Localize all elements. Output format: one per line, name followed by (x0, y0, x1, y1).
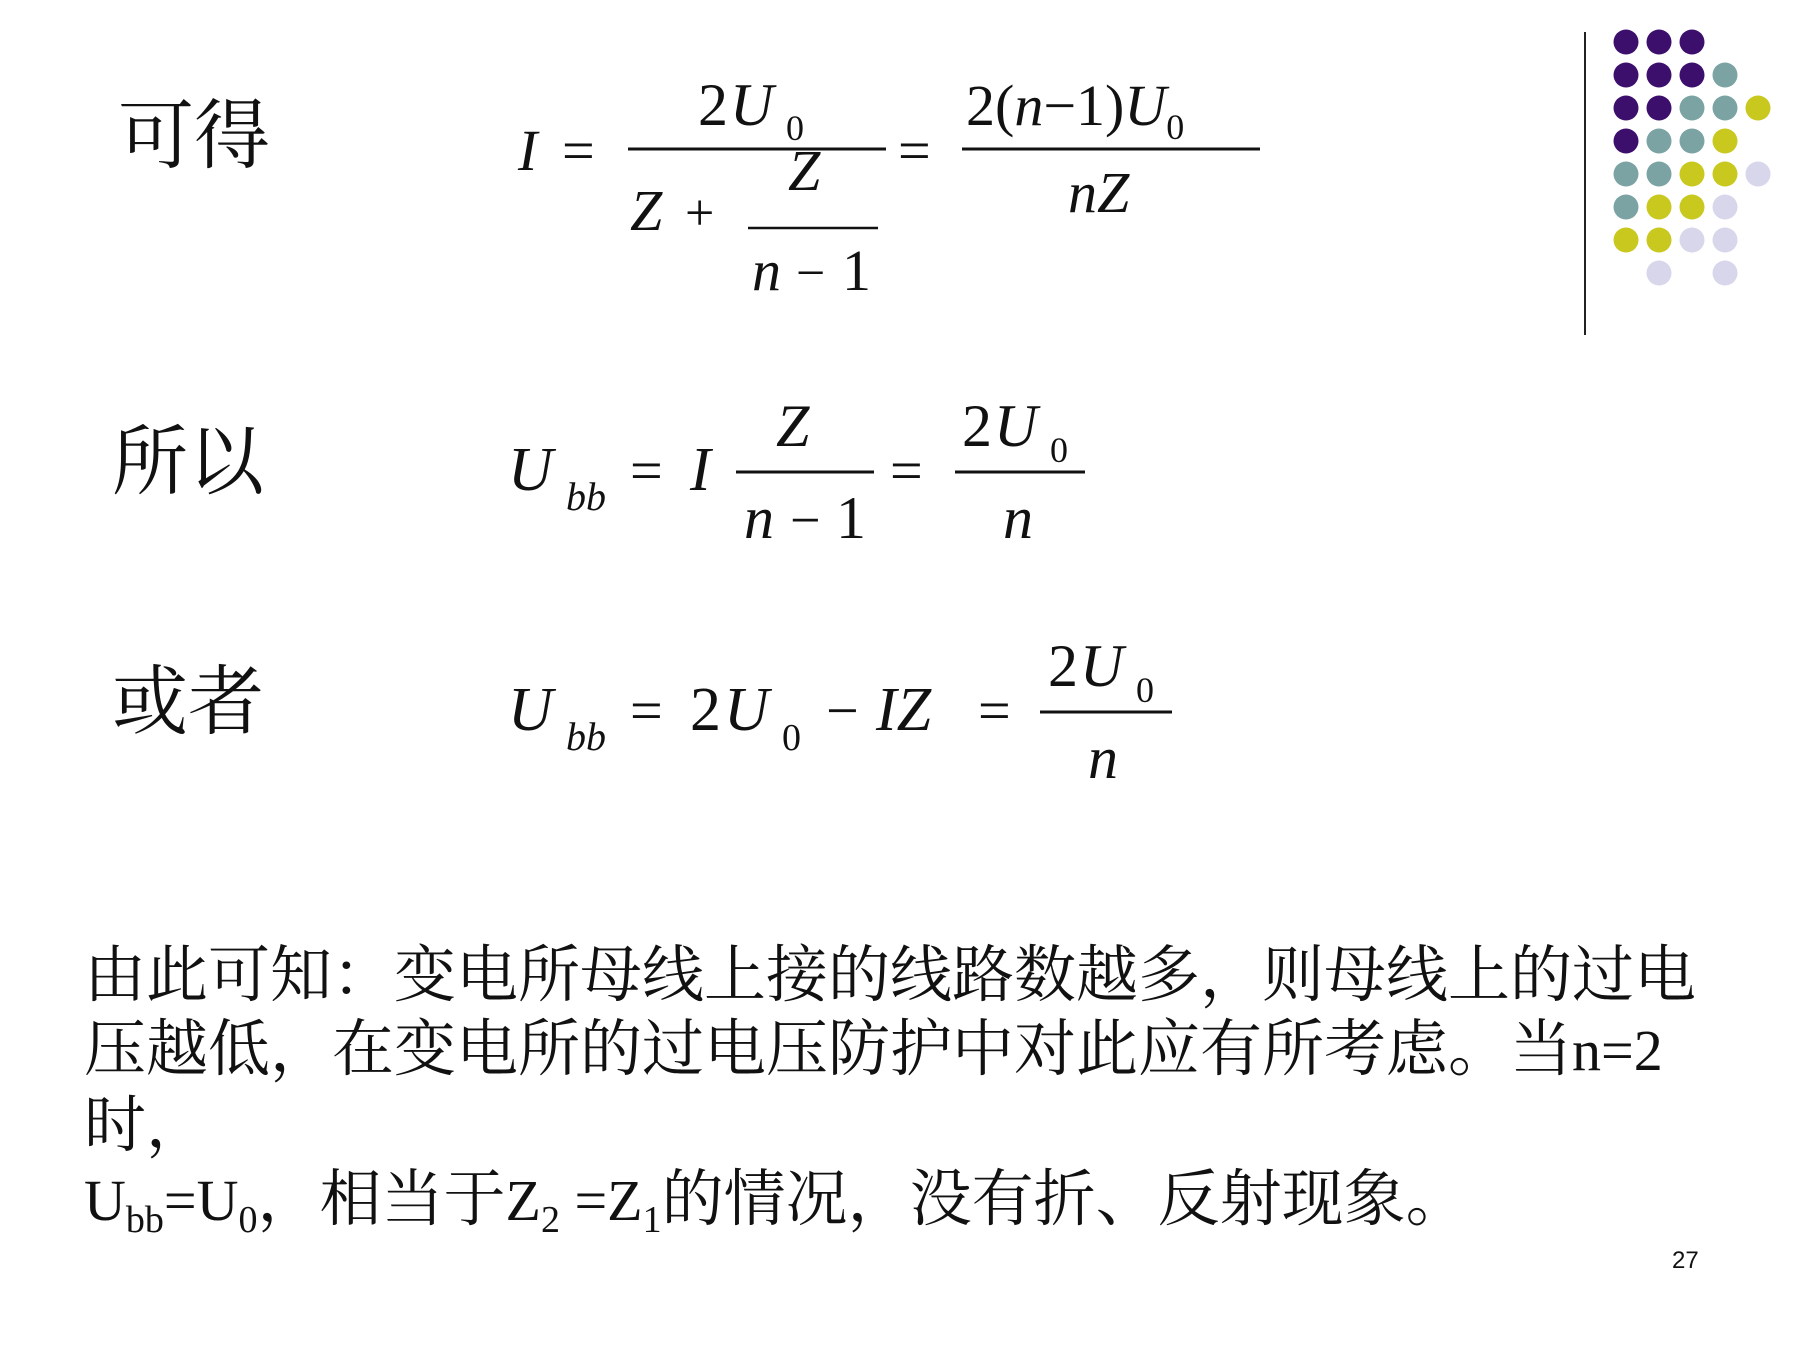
decorative-dot (1713, 63, 1738, 88)
conclusion-U: U (84, 1168, 126, 1233)
decorative-dot (1713, 195, 1738, 220)
conclusion-line-3-mid: ，相当于 (257, 1162, 506, 1235)
equation-3 (500, 620, 1200, 820)
eq3-sub0: 0 (782, 717, 801, 759)
eq2-num-2: 2 (962, 393, 992, 459)
eq2-equals-1: = (630, 438, 663, 503)
decorative-dot (1713, 96, 1738, 121)
decorative-dot (1713, 228, 1738, 253)
eq3-num-sub0: 0 (1136, 670, 1154, 710)
decorative-dot (1680, 63, 1705, 88)
decorative-dot (1647, 261, 1672, 286)
decorative-dot (1680, 228, 1705, 253)
eq1-inner-1: 1 (842, 238, 871, 303)
conclusion-line-3-end: 的情况，没有折、反射现象。 (661, 1162, 1468, 1235)
conclusion-line-3 (84, 1162, 1734, 1241)
eq2-equals-2: = (890, 438, 923, 503)
conclusion-Z2: Z (505, 1168, 541, 1233)
decorative-dot (1680, 30, 1705, 55)
label-thus: 可得 (118, 91, 270, 180)
eq2-den-1: 1 (836, 485, 866, 551)
decorative-dot (1614, 96, 1639, 121)
page-number: 27 (1672, 1247, 1699, 1274)
eq3-sub-bb: bb (566, 714, 606, 759)
conclusion-sub-1: 1 (642, 1199, 662, 1241)
eq3-U0: U (724, 676, 769, 744)
eq1-den-Z: Z (630, 178, 663, 243)
eq3-IZ: IZ (876, 676, 932, 744)
decorative-dot (1746, 96, 1771, 121)
decorative-dot (1680, 129, 1705, 154)
eq1-num-2: 2 (698, 72, 728, 138)
label-or: 或者 (112, 657, 264, 746)
eq3-equals-1: = (630, 678, 663, 743)
divider-line (1584, 32, 1586, 335)
eq1-rhs-numerator (966, 73, 1184, 147)
eq3-num-U: U (1080, 633, 1124, 699)
decorative-dot (1647, 162, 1672, 187)
decorative-dot (1614, 63, 1639, 88)
eq1-equals-1: = (562, 118, 595, 183)
eq1-den-plus: + (685, 185, 715, 242)
eq3-2: 2 (690, 676, 721, 744)
decorative-dot (1713, 129, 1738, 154)
eq3-equals-2: = (978, 678, 1011, 743)
decorative-dot (1614, 129, 1639, 154)
equation-1 (500, 60, 1300, 320)
eq3-minus: − (826, 678, 859, 743)
decorative-dot (1647, 30, 1672, 55)
decorative-dot (1713, 162, 1738, 187)
eq1-rhs-denominator: nZ (1068, 160, 1130, 225)
eq2-sub-bb: bb (566, 474, 606, 519)
conclusion-equals-U: =U (163, 1168, 239, 1233)
decorative-dot (1680, 162, 1705, 187)
decorative-dot (1713, 261, 1738, 286)
eq1-equals-2: = (898, 118, 931, 183)
decorative-dot (1680, 96, 1705, 121)
eq3-den-n: n (1088, 725, 1118, 791)
decorative-dot (1614, 30, 1639, 55)
eq1-I: I (518, 118, 538, 183)
conclusion-sub-0: 0 (238, 1199, 258, 1241)
eq2-den-n2: n (1003, 485, 1033, 551)
eq1-rhs-2: 2( (966, 73, 1015, 138)
decorative-dot (1647, 228, 1672, 253)
conclusion-sub-2: 2 (540, 1199, 560, 1241)
conclusion-sub-bb: bb (125, 1199, 164, 1241)
conclusion-paragraph (84, 938, 1734, 1241)
conclusion-equals-Z1: =Z (559, 1168, 643, 1233)
eq2-den-minus: − (790, 490, 821, 550)
eq1-inner-Z: Z (788, 138, 821, 203)
decorative-dot (1647, 195, 1672, 220)
equation-2 (500, 380, 1140, 580)
eq1-rhs-U: U (1124, 73, 1167, 138)
eq1-rhs-n: n (1014, 73, 1044, 138)
eq3-num-2: 2 (1048, 633, 1078, 699)
conclusion-line-2-end: 时， (84, 1088, 209, 1161)
decorative-dot (1647, 63, 1672, 88)
decorative-dot (1647, 96, 1672, 121)
eq1-rhs-sub0: 0 (1166, 107, 1185, 147)
eq3-U: U (508, 676, 553, 744)
decorative-dot (1746, 162, 1771, 187)
eq2-I: I (690, 436, 711, 504)
eq1-rhs-minus1: −1) (1043, 73, 1125, 138)
decorative-dot (1680, 195, 1705, 220)
conclusion-line-1: 由此可知：变电所母线上接的线路数越多，则母线上的过电 (84, 938, 1697, 1011)
eq1-inner-minus: − (796, 245, 826, 302)
eq2-num-sub0: 0 (1050, 430, 1068, 470)
conclusion-n-equals-2: n=2 (1572, 1018, 1663, 1083)
eq2-U: U (508, 436, 553, 504)
eq2-num-U: U (994, 393, 1038, 459)
decorative-dot (1614, 195, 1639, 220)
conclusion-line-2 (84, 1012, 1734, 1162)
eq1-num-sub0: 0 (786, 108, 804, 148)
label-therefore: 所以 (112, 417, 264, 506)
decorative-dot (1614, 228, 1639, 253)
conclusion-line-2-text: 压越低，在变电所的过电压防护中对此应有所考虑。当 (84, 1012, 1573, 1085)
eq2-num-Z: Z (776, 393, 810, 459)
decorative-dot (1647, 129, 1672, 154)
eq1-inner-n: n (752, 238, 781, 303)
eq1-num-U: U (730, 72, 774, 138)
decorative-dot (1614, 162, 1639, 187)
eq2-den-n: n (744, 485, 774, 551)
